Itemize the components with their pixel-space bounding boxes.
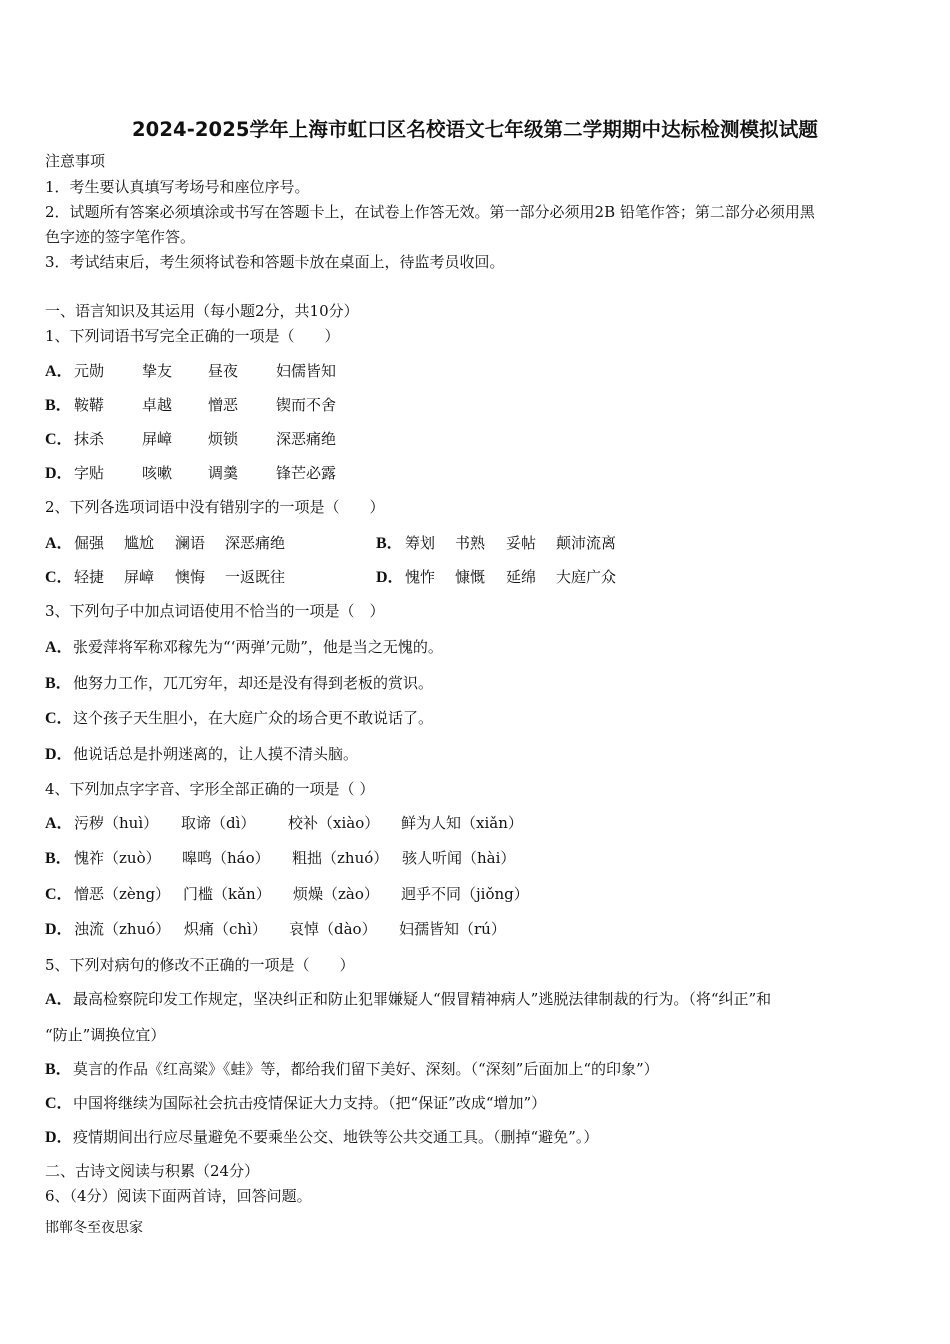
q2-c-word-2: 屏嶂 [124,568,155,586]
q1-c-word-2: 屏嶂 [142,430,173,448]
q1-d-word-1: 字贴 [74,464,105,482]
q4-a-word-4: 鲜为人知（xiǎn） [401,814,523,832]
notice-heading: 注意事项 [45,152,106,170]
q2-option-d [376,567,404,588]
option-label: A． [45,363,73,380]
q4-c-word-2: 门槛（kǎn） [183,885,271,903]
q4-a-word-1: 污秽（huì） [74,814,159,832]
q1-option-d [45,463,73,484]
q1-option-a [45,361,73,382]
q3-option-a [45,637,443,658]
poem-title: 邯郸冬至夜思家 [45,1220,143,1236]
q3-option-d [45,744,358,765]
q1-c-word-1: 抹杀 [74,430,105,448]
q1-option-b [45,395,73,416]
q4-option-b [45,848,73,869]
option-text: 疫情期间出行应尽量避免不要乘坐公交、地铁等公共交通工具。（删掉“避免”。） [73,1128,599,1146]
q4-a-word-3: 校补（xiào） [288,814,380,832]
q2-d-word-2: 慷慨 [455,568,486,586]
option-label: B． [45,397,72,414]
q4-a-word-2: 取谛（dì） [181,814,256,832]
option-label: D． [45,465,73,482]
q1-c-word-4: 深恶痛绝 [276,430,337,448]
q1-b-word-4: 锲而不舍 [276,396,337,414]
q2-option-a [45,533,73,554]
option-text: 最高检察院印发工作规定，坚决纠正和防止犯罪嫌疑人“假冒精神病人”逃脱法律制裁的行为。（将“纠正”和 [73,990,772,1008]
option-text: 这个孩子天生胆小，在大庭广众的场合更不敢说话了。 [73,709,434,727]
notice-item-2: 2．试题所有答案必须填涂或书写在答题卡上，在试卷上作答无效。第一部分必须用2B 铅笔作答；第二部分必须用黑 [45,203,815,221]
option-text: 他说话总是扑朔迷离的，让人摸不清头脑。 [73,745,359,763]
q2-b-word-4: 颠沛流离 [556,534,617,552]
q4-d-word-4: 妇孺皆知（rú） [399,920,506,938]
q4-b-word-4: 骇人听闻（hài） [402,849,516,867]
option-text: 张爱萍将军称邓稼先为“‘两弹’元勋”，他是当之无愧的。 [73,638,443,656]
q4-stem: 4、下列加点字字音、字形全部正确的一项是（ ） [45,780,375,798]
q4-c-word-1: 憎恶（zèng） [74,885,171,903]
option-label: B． [45,850,72,867]
q1-d-word-2: 咳嗽 [142,464,173,482]
q1-a-word-2: 挚友 [142,362,173,380]
q2-option-c [45,567,73,588]
q2-b-word-2: 书熟 [455,534,486,552]
q2-b-word-1: 筹划 [405,534,436,552]
q3-option-c [45,708,433,729]
option-label: B． [376,535,403,552]
q4-d-word-3: 哀悼（dào） [289,920,377,938]
q3-stem: 3、下列句子中加点词语使用不恰当的一项是（ ） [45,602,385,620]
q2-c-word-1: 轻捷 [74,568,105,586]
notice-item-1: 1．考生要认真填写考场号和座位序号。 [45,178,310,196]
q2-option-b [376,533,404,554]
q4-option-d [45,919,73,940]
q4-c-word-4: 迥乎不同（jiǒng） [401,885,529,903]
q2-d-word-3: 延绵 [506,568,537,586]
q4-d-word-2: 炽痛（chì） [184,920,267,938]
q2-c-word-3: 懊悔 [175,568,206,586]
option-label: A． [45,815,73,832]
q4-option-c [45,884,73,905]
notice-item-2-cont: 色字迹的签字笔作答。 [45,228,196,246]
q2-a-word-2: 尴尬 [124,534,155,552]
option-label: A． [45,991,73,1008]
q1-b-word-3: 憎恶 [208,396,239,414]
q1-d-word-3: 调羹 [208,464,239,482]
option-label: D． [376,569,404,586]
option-text: 莫言的作品《红高粱》《蛙》等，都给我们留下美好、深刻。（“深刻”后面加上“的印象”） [73,1060,659,1078]
section2-heading: 二、古诗文阅读与积累（24分） [45,1162,260,1180]
q2-d-word-4: 大庭广众 [556,568,617,586]
q2-a-word-3: 澜语 [175,534,206,552]
q3-option-b [45,673,433,694]
q5-option-b [45,1059,659,1080]
option-label: C． [45,710,73,727]
q5-option-d [45,1127,598,1148]
option-label: C． [45,431,73,448]
q1-a-word-1: 元勋 [74,362,105,380]
q1-a-word-3: 昼夜 [208,362,239,380]
q6-stem: 6、（4分）阅读下面两首诗，回答问题。 [45,1187,312,1205]
option-label: B． [45,1061,72,1078]
q2-a-word-4: 深恶痛绝 [225,534,286,552]
option-text: 中国将继续为国际社会抗击疫情保证大力支持。（把“保证”改成“增加”） [73,1094,547,1112]
q4-c-word-3: 烦燥（zào） [293,885,379,903]
section1-heading: 一、语言知识及其运用（每小题2分，共10分） [45,302,359,320]
q2-a-word-1: 倔强 [74,534,105,552]
option-label: C． [45,1095,73,1112]
q2-d-word-1: 愧怍 [405,568,436,586]
page-title: 2024-2025学年上海市虹口区名校语文七年级第二学期期中达标检测模拟试题 [132,118,818,141]
q5-option-c [45,1093,546,1114]
q5-option-a [45,989,771,1010]
option-label: B． [45,675,72,692]
q5-option-a-cont: “防止”调换位宜） [45,1026,166,1044]
q1-d-word-4: 锋芒必露 [276,464,337,482]
q4-option-a [45,813,73,834]
q1-c-word-3: 烦锁 [208,430,239,448]
option-label: D． [45,921,73,938]
q1-a-word-4: 妇儒皆知 [276,362,337,380]
q5-stem: 5、下列对病句的修改不正确的一项是（ ） [45,956,355,974]
option-label: A． [45,535,73,552]
q1-option-c [45,429,73,450]
option-label: C． [45,569,73,586]
q4-b-word-1: 愧祚（zuò） [74,849,161,867]
option-label: A． [45,639,73,656]
q2-stem: 2、下列各选项词语中没有错别字的一项是（ ） [45,498,385,516]
notice-item-3: 3．考试结束后，考生须将试卷和答题卡放在桌面上，待监考员收回。 [45,253,505,271]
q4-b-word-3: 粗拙（zhuó） [292,849,389,867]
q1-b-word-2: 卓越 [142,396,173,414]
option-text: 他努力工作，兀兀穷年，却还是没有得到老板的赏识。 [73,674,434,692]
option-label: D． [45,1129,73,1146]
q1-b-word-1: 鞍鞯 [74,396,105,414]
q4-d-word-1: 浊流（zhuó） [74,920,171,938]
option-label: C． [45,886,73,903]
q1-stem: 1、下列词语书写完全正确的一项是（ ） [45,327,340,345]
q2-b-word-3: 妥帖 [506,534,537,552]
option-label: D． [45,746,73,763]
q4-b-word-2: 嗥鸣（háo） [182,849,270,867]
q2-c-word-4: 一返既往 [225,568,286,586]
